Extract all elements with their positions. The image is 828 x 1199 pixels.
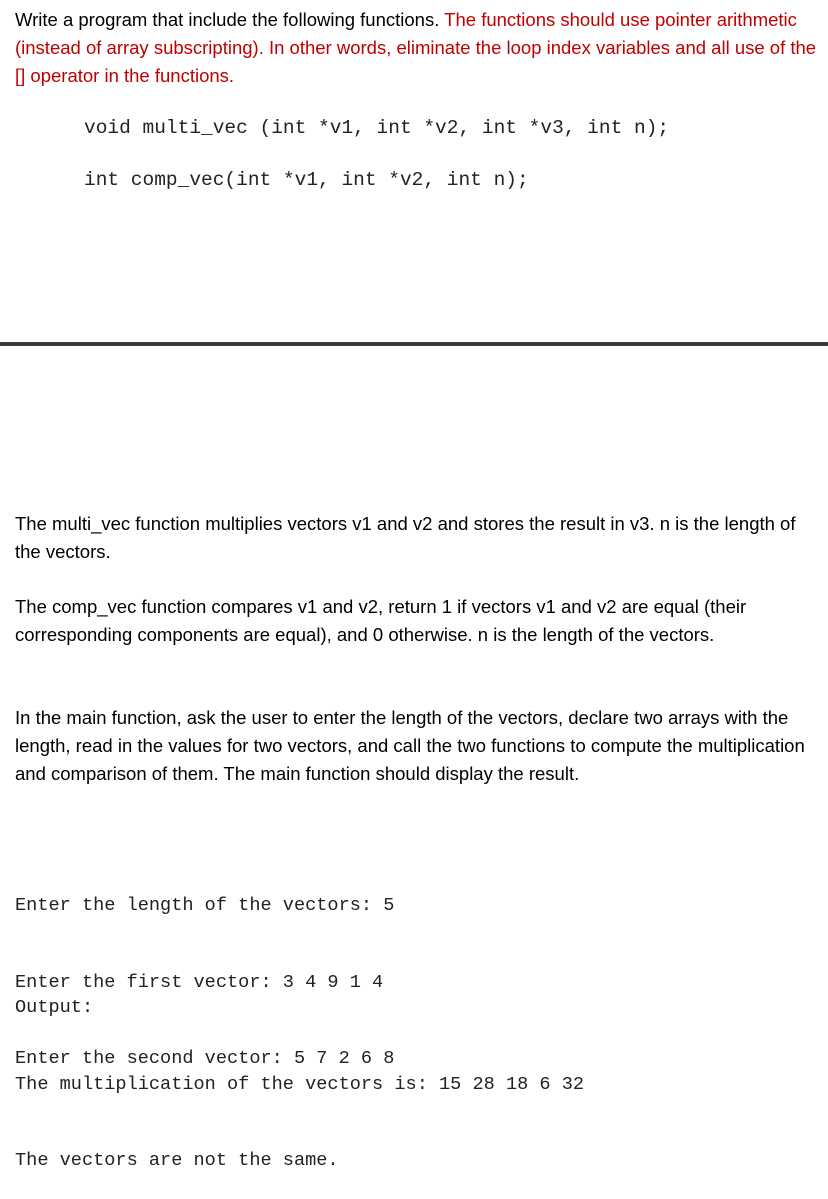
multi-vec-signature: void multi_vec (int *v1, int *v2, int *v3, int n); [84, 117, 670, 139]
sample-input-line: Enter the second vector: 5 7 2 6 8 [15, 1048, 395, 1069]
section-divider [0, 342, 828, 346]
intro-paragraph [15, 6, 823, 90]
sample-output-line: Output: [15, 997, 94, 1018]
comp-vec-description: The comp_vec function compares v1 and v2, return 1 if vectors v1 and v2 are equal (their corresponding components are equal), and 0 otherwise. n is the length of the vectors. [15, 596, 747, 645]
sample-input-line: Enter the first vector: 3 4 9 1 4 [15, 971, 384, 993]
sample-output-line: The multiplication of the vectors is: 15 28 18 6 32 [15, 1073, 585, 1095]
intro-plain-text: Write a program that include the following functions. [15, 9, 445, 30]
sample-output-block [15, 944, 584, 1199]
comp-vec-signature: int comp_vec(int *v1, int *v2, int n); [84, 169, 529, 191]
multi-vec-description: The multi_vec function multiplies vectors v1 and v2 and stores the result in v3. n is the length of the vectors. [15, 513, 796, 562]
sample-input-line: Enter the length of the vectors: 5 [15, 895, 395, 916]
main-function-description: In the main function, ask the user to enter the length of the vectors, declare two arrays with the length, read in the values for two vectors, and call the two functions to compute the multiplication and comparison of them. The main function should display the result. [15, 707, 805, 784]
sample-output-line: The vectors are not the same. [15, 1150, 339, 1171]
intro-emphasis-text: The functions should use pointer arithmetic (instead of array subscripting). In other words, eliminate the loop index variables and all use of the [] operator in the functions. [15, 9, 817, 86]
